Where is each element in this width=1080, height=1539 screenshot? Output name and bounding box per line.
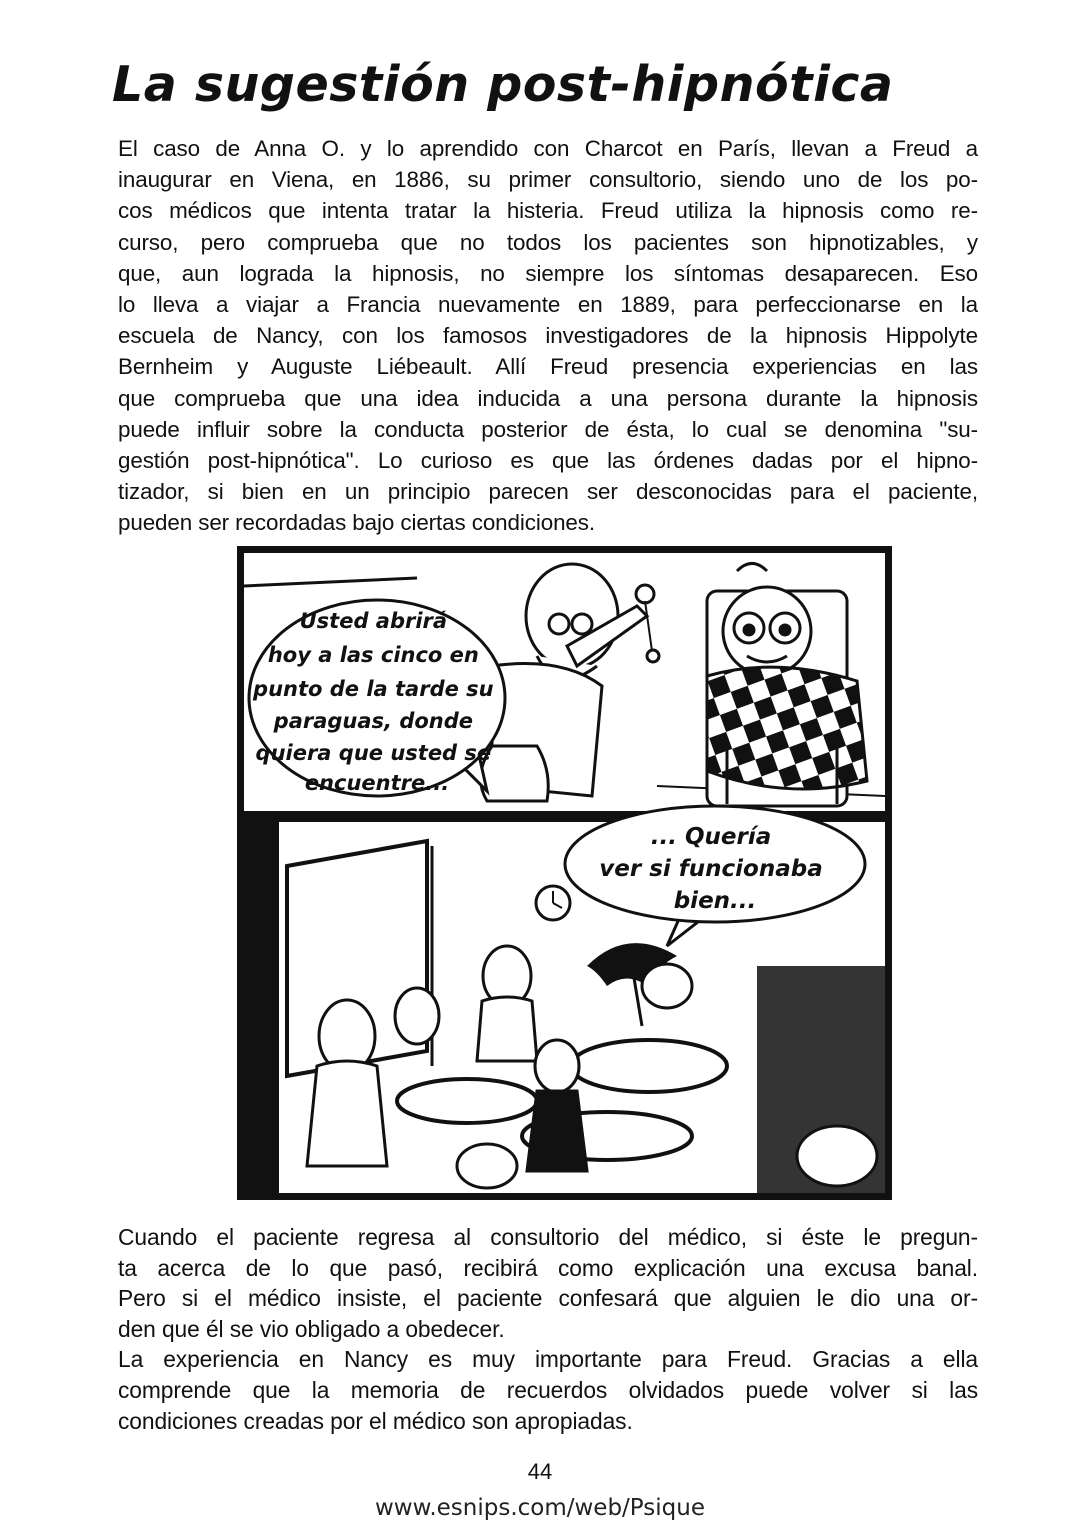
speech-line: ... Quería: [650, 824, 772, 850]
intro-paragraph: [118, 133, 978, 539]
footer-url[interactable]: www.esnips.com/web/Psique: [375, 1495, 705, 1521]
speech-line: quiera que usted se: [255, 741, 492, 765]
intro-line: que, aun lograda la hipnosis, no siempre los síntomas desaparecen. Eso: [118, 260, 978, 286]
intro-line: cos médicos que intenta tratar la histeria. Freud utiliza la hipnosis como re-: [118, 198, 978, 224]
outro-line: Pero si el médico insiste, el paciente confesará que alguien le dio una or-: [118, 1285, 978, 1312]
speech-bubble-hypnotist: [249, 600, 505, 796]
intro-line: gestión post-hipnótica". Lo curioso es que las órdenes dadas por el hipno-: [118, 448, 978, 474]
intro-line: Bernheim y Auguste Liébeault. Allí Freud presencia experiencias en las: [118, 354, 978, 380]
intro-line: escuela de Nancy, con los famosos investigadores de la hipnosis Hippolyte: [118, 323, 978, 349]
clock-icon: [536, 886, 570, 920]
speech-line: punto de la tarde su: [253, 677, 494, 701]
outro-line: ta acerca de lo que pasó, recibirá como explicación una excusa banal.: [118, 1254, 978, 1281]
speech-line: bien...: [673, 888, 757, 914]
comic-illustration: [237, 546, 892, 1200]
speech-line: paraguas, donde: [273, 709, 474, 733]
speech-line: ver si funcionaba: [599, 856, 823, 882]
intro-line: inaugurar en Viena, en 1886, su primer consultorio, siendo uno de los po-: [118, 167, 978, 193]
outro-line: Cuando el paciente regresa al consultorio del médico, si éste le pregun-: [118, 1224, 978, 1250]
comic-panel-top: [244, 553, 885, 811]
intro-line: lo lleva a viajar a Francia nuevamente en 1889, para perfeccionarse en la: [118, 292, 978, 318]
outro-line: comprende que la memoria de recuerdos olvidados puede volver si las: [118, 1376, 978, 1403]
intro-line: pueden ser recordadas bajo ciertas condiciones.: [118, 510, 595, 536]
outro-line: den que él se vio obligado a obedecer.: [118, 1315, 505, 1342]
speech-line: encuentre...: [304, 771, 450, 795]
page-title: La sugestión post-hipnótica: [112, 56, 894, 113]
intro-line: que comprueba que una idea inducida a una persona durante la hipnosis: [118, 385, 978, 411]
page-number: 44: [527, 1459, 553, 1484]
speech-line: Usted abrirá: [299, 609, 448, 633]
outro-paragraph: [118, 1222, 978, 1436]
outro-line: La experiencia en Nancy es muy importante para Freud. Gracias a ella: [118, 1346, 978, 1373]
intro-line: puede influir sobre la conducta posterior de ésta, lo cual se denomina "su-: [118, 416, 978, 442]
intro-line: El caso de Anna O. y lo aprendido con Charcot en París, llevan a Freud a: [118, 136, 978, 161]
outro-line: condiciones creadas por el médico son apropiadas.: [118, 1407, 633, 1434]
comic-panel-bottom: [244, 806, 885, 1193]
patient-figure: [707, 564, 867, 807]
speech-line: hoy a las cinco en: [267, 643, 479, 667]
intro-line: curso, pero comprueba que no todos los pacientes son hipnotizables, y: [118, 229, 978, 255]
intro-line: tizador, si bien en un principio parecen ser desconocidas para el paciente,: [118, 479, 978, 505]
